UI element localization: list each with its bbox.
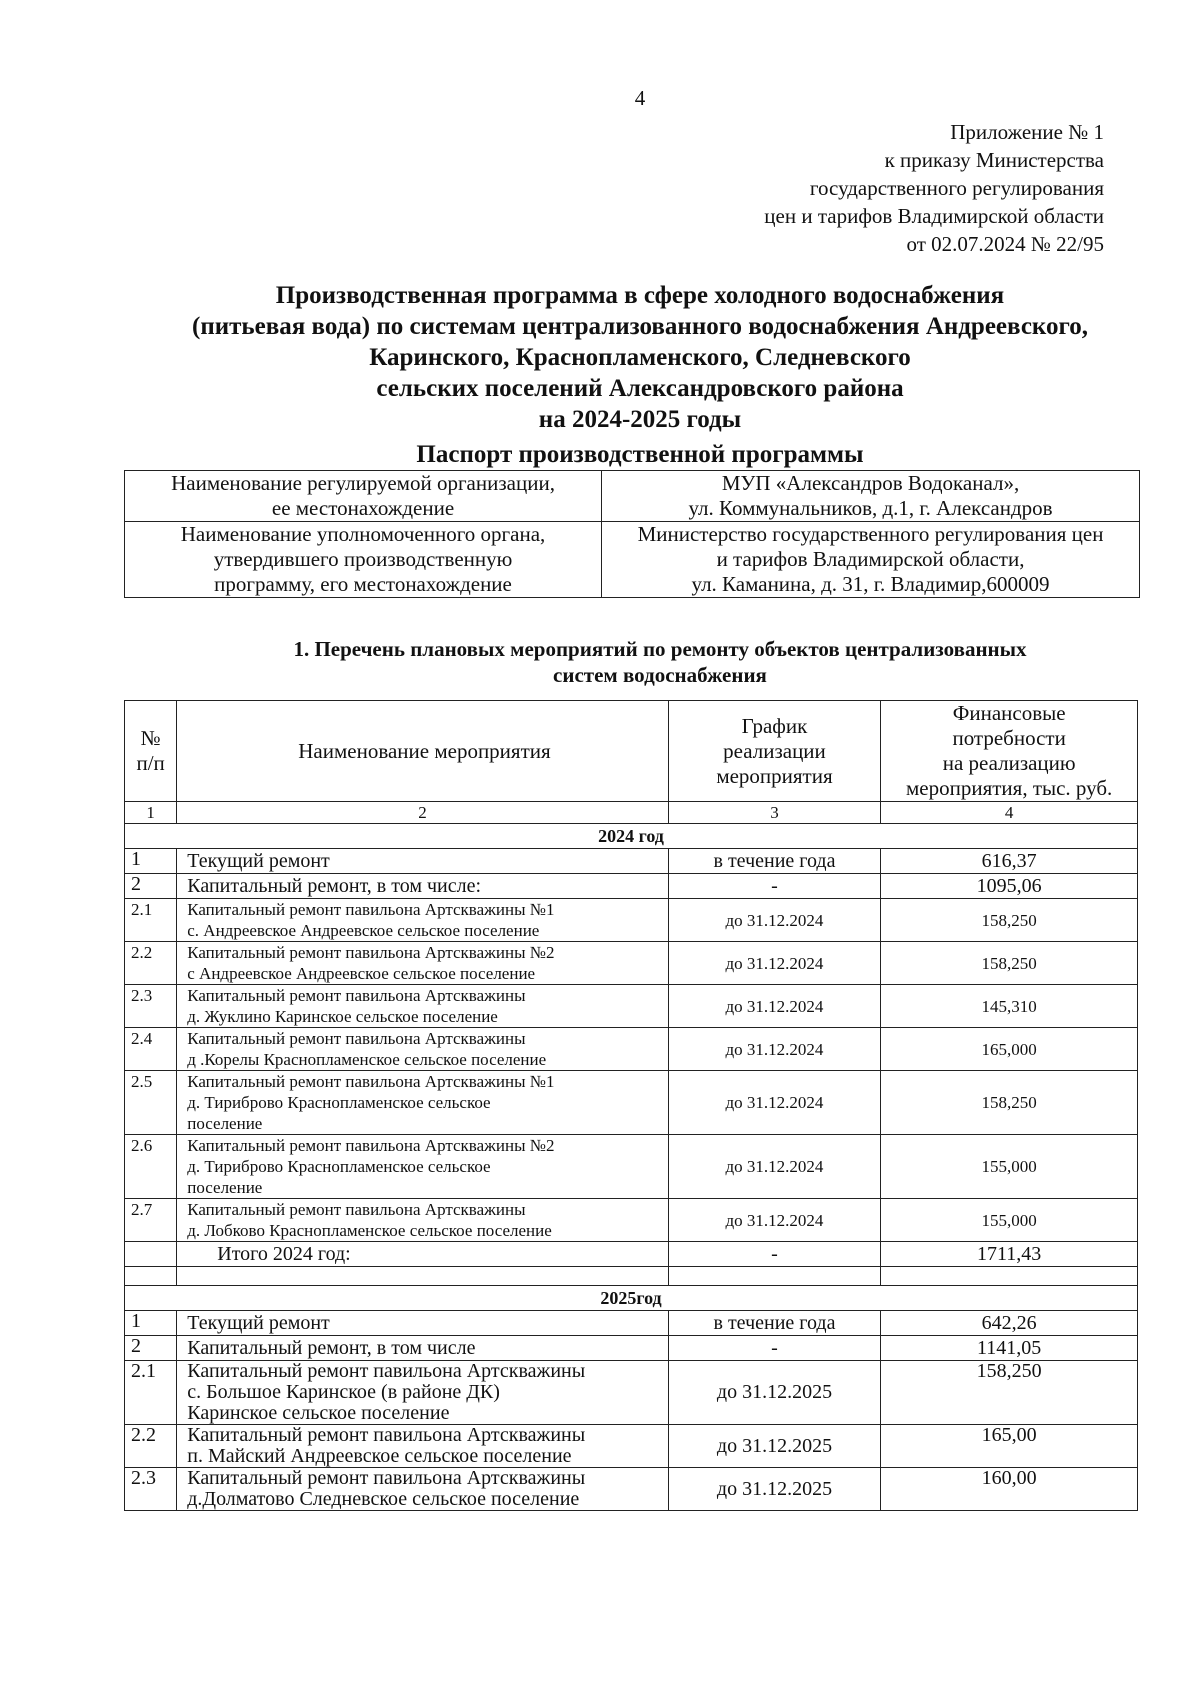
row-finance: 616,37 [881, 849, 1138, 874]
row-finance: 158,250 [881, 1071, 1138, 1135]
row-schedule: в течение года [668, 1311, 881, 1336]
row-finance: 160,00 [881, 1468, 1138, 1511]
table-row [125, 985, 1138, 1028]
passport-label-line: Наименование уполномоченного органа, [180, 522, 546, 546]
row-name [177, 1425, 668, 1468]
row-finance: 155,000 [881, 1135, 1138, 1199]
title-line: Каринского, Краснопламенского, Следневского [369, 344, 911, 371]
row-name-line: Капитальный ремонт павильона Артскважины [187, 986, 526, 1005]
empty-cell [881, 1267, 1138, 1286]
row-finance: 158,250 [881, 899, 1138, 942]
table-row [125, 942, 1138, 985]
appendix-line: цен и тарифов Владимирской области [764, 204, 1104, 228]
row-name [177, 1336, 668, 1361]
row-schedule: в течение года [668, 849, 881, 874]
table-row [125, 1135, 1138, 1199]
passport-value-line: ул. Каманина, д. 31, г. Владимир,600009 [691, 572, 1050, 596]
passport-value [602, 522, 1140, 598]
row-number: 2.3 [125, 985, 177, 1028]
title-line: сельских поселений Александровского района [376, 375, 904, 402]
row-schedule: до 31.12.2025 [668, 1361, 881, 1425]
passport-value-line: и тарифов Владимирской области, [716, 547, 1025, 571]
passport-label-line: программу, его местонахождение [214, 572, 512, 596]
empty-cell [125, 1267, 177, 1286]
column-index: 2 [177, 802, 668, 824]
document-title [120, 280, 1160, 435]
row-name [177, 899, 668, 942]
total-row [125, 1242, 1138, 1267]
row-name-line: Капитальный ремонт, в том числе: [187, 874, 482, 897]
section-title-line: 1. Перечень плановых мероприятий по ремонту объектов централизованных [293, 637, 1027, 661]
row-name-line: Капитальный ремонт павильона Артскважины [187, 1360, 586, 1382]
table-row [125, 1336, 1138, 1361]
header-line: потребности [952, 726, 1066, 750]
passport-table [124, 470, 1140, 598]
row-schedule: до 31.12.2024 [668, 1028, 881, 1071]
header-line: № [140, 726, 161, 750]
row-name [177, 942, 668, 985]
row-number: 1 [125, 1311, 177, 1336]
row-name [177, 1468, 668, 1511]
row-name-line: д. Лобково Краснопламенское сельское поселение [187, 1221, 552, 1240]
row-name-line: поселение [187, 1178, 263, 1197]
header-line: мероприятия, тыс. руб. [906, 776, 1113, 800]
row-finance: 1141,05 [881, 1336, 1138, 1361]
row-name [177, 1199, 668, 1242]
table-row [125, 1028, 1138, 1071]
passport-value-line: ул. Коммунальников, д.1, г. Александров [688, 496, 1053, 520]
header-num [125, 701, 177, 802]
passport-row [125, 522, 1140, 598]
row-number: 2.1 [125, 899, 177, 942]
passport-label-line: ее местонахождение [271, 496, 455, 520]
row-finance: 642,26 [881, 1311, 1138, 1336]
empty-cell [668, 1267, 881, 1286]
row-name [177, 849, 668, 874]
table-row [125, 874, 1138, 899]
passport-value-line: Министерство государственного регулирования цен [637, 522, 1104, 546]
row-name-line: д .Корелы Краснопламенское сельское поселение [187, 1050, 547, 1069]
row-schedule: до 31.12.2025 [668, 1425, 881, 1468]
row-name-line: д. Тириброво Краснопламенское сельское [187, 1093, 491, 1112]
year-label: 2024 год [125, 824, 1138, 849]
row-number: 1 [125, 849, 177, 874]
row-name-line: с. Андреевское Андреевское сельское поселение [187, 921, 540, 940]
table-row [125, 1468, 1138, 1511]
row-schedule: - [668, 874, 881, 899]
row-name-line: Капитальный ремонт павильона Артскважины [187, 1467, 586, 1489]
header-line: п/п [136, 751, 165, 775]
row-name [177, 1028, 668, 1071]
appendix-line: к приказу Министерства [884, 148, 1104, 172]
row-schedule: до 31.12.2024 [668, 899, 881, 942]
row-name [177, 1361, 668, 1425]
header-line: мероприятия [716, 763, 833, 788]
column-index-row [125, 802, 1138, 824]
row-name-line: с Андреевское Андреевское сельское поселение [187, 964, 536, 983]
table-row [125, 1361, 1138, 1425]
passport-label-line: утвердившего производственную [213, 547, 513, 571]
row-name-line: Каринское сельское поселение [187, 1402, 450, 1424]
row-number: 2.7 [125, 1199, 177, 1242]
passport-label [125, 522, 602, 598]
row-name-line: поселение [187, 1114, 263, 1133]
table-row [125, 1311, 1138, 1336]
column-index: 4 [881, 802, 1138, 824]
header-schedule [668, 701, 881, 802]
row-finance: 1095,06 [881, 874, 1138, 899]
row-name-line: п. Майский Андреевское сельское поселение [187, 1445, 572, 1467]
row-schedule: до 31.12.2024 [668, 1135, 881, 1199]
row-name [177, 985, 668, 1028]
row-name-line: Капитальный ремонт павильона Артскважины №1 [187, 900, 555, 919]
appendix-line: от 02.07.2024 № 22/95 [906, 232, 1104, 256]
row-number: 2.6 [125, 1135, 177, 1199]
row-finance: 165,000 [881, 1028, 1138, 1071]
row-finance: 165,00 [881, 1425, 1138, 1468]
table-row [125, 849, 1138, 874]
row-name-line: Капитальный ремонт, в том числе [187, 1336, 476, 1359]
row-name-line: д. Жуклино Каринское сельское поселение [187, 1007, 498, 1026]
year-row [125, 1286, 1138, 1311]
row-name-line: Текущий ремонт [187, 849, 330, 872]
header-line: на реализацию [942, 751, 1076, 775]
table-row [125, 899, 1138, 942]
row-number: 2.2 [125, 942, 177, 985]
row-number: 2.1 [125, 1361, 177, 1425]
row-finance: 158,250 [881, 1361, 1138, 1425]
row-name-line: Капитальный ремонт павильона Артскважины [187, 1200, 526, 1219]
row-name [177, 1311, 668, 1336]
row-finance: 145,310 [881, 985, 1138, 1028]
column-index: 1 [125, 802, 177, 824]
row-name-line: Капитальный ремонт павильона Артскважины [187, 1029, 526, 1048]
total-finance: 1711,43 [881, 1242, 1138, 1267]
year-row [125, 824, 1138, 849]
row-number: 2 [125, 874, 177, 899]
row-schedule: до 31.12.2024 [668, 1199, 881, 1242]
passport-row [125, 471, 1140, 522]
passport-value-line: МУП «Александров Водоканал», [721, 471, 1020, 495]
row-name-line: Капитальный ремонт павильона Артскважины [187, 1424, 586, 1446]
row-name-line: д.Долматово Следневское сельское поселение [187, 1488, 580, 1510]
row-schedule: - [668, 1336, 881, 1361]
header-line: График [741, 713, 808, 738]
row-number: 2.4 [125, 1028, 177, 1071]
row-name [177, 874, 668, 899]
row-number [125, 1242, 177, 1267]
row-number: 2.5 [125, 1071, 177, 1135]
passport-value [602, 471, 1140, 522]
section-title [200, 636, 1120, 688]
total-label: Итого 2024 год: [177, 1242, 668, 1267]
activities-table [124, 700, 1138, 1511]
row-name [177, 1135, 668, 1199]
header-finance [881, 701, 1138, 802]
row-name-line: Капитальный ремонт павильона Артскважины №2 [187, 943, 555, 962]
row-name [177, 1071, 668, 1135]
row-schedule: до 31.12.2025 [668, 1468, 881, 1511]
row-number: 2.3 [125, 1468, 177, 1511]
row-name-line: Капитальный ремонт павильона Артскважины №1 [187, 1072, 555, 1091]
row-name-line: д. Тириброво Краснопламенское сельское [187, 1157, 491, 1176]
appendix-line: государственного регулирования [809, 176, 1104, 200]
passport-label [125, 471, 602, 522]
page-number: 4 [634, 86, 646, 110]
table-row [125, 1425, 1138, 1468]
row-finance: 155,000 [881, 1199, 1138, 1242]
row-number: 2.2 [125, 1425, 177, 1468]
table-header-row [125, 701, 1138, 802]
passport-label-line: Наименование регулируемой организации, [171, 471, 555, 495]
header-line: Финансовые [952, 701, 1066, 725]
row-schedule: до 31.12.2024 [668, 985, 881, 1028]
row-schedule: до 31.12.2024 [668, 1071, 881, 1135]
header-name: Наименование мероприятия [177, 701, 668, 802]
column-index: 3 [668, 802, 881, 824]
appendix-block [684, 118, 1104, 258]
title-line: (питьевая вода) по системам централизованного водоснабжения Андреевского, [192, 313, 1088, 340]
title-line: Производственная программа в сфере холодного водоснабжения [275, 282, 1005, 309]
passport-title: Паспорт производственной программы [416, 441, 864, 468]
row-name-line: Текущий ремонт [187, 1311, 330, 1334]
year-label: 2025год [125, 1286, 1138, 1311]
appendix-line: Приложение № 1 [950, 120, 1104, 144]
table-row [125, 1071, 1138, 1135]
title-line: на 2024-2025 годы [538, 406, 742, 433]
row-number: 2 [125, 1336, 177, 1361]
table-row [125, 1199, 1138, 1242]
section-title-line: систем водоснабжения [553, 663, 767, 687]
row-name-line: с. Большое Каринское (в районе ДК) [187, 1381, 500, 1403]
header-line: реализации [723, 738, 826, 763]
table-body [125, 824, 1138, 1511]
empty-row [125, 1267, 1138, 1286]
row-name-line: Капитальный ремонт павильона Артскважины №2 [187, 1136, 555, 1155]
row-finance: 158,250 [881, 942, 1138, 985]
total-schedule: - [668, 1242, 881, 1267]
row-schedule: до 31.12.2024 [668, 942, 881, 985]
empty-cell [177, 1267, 668, 1286]
